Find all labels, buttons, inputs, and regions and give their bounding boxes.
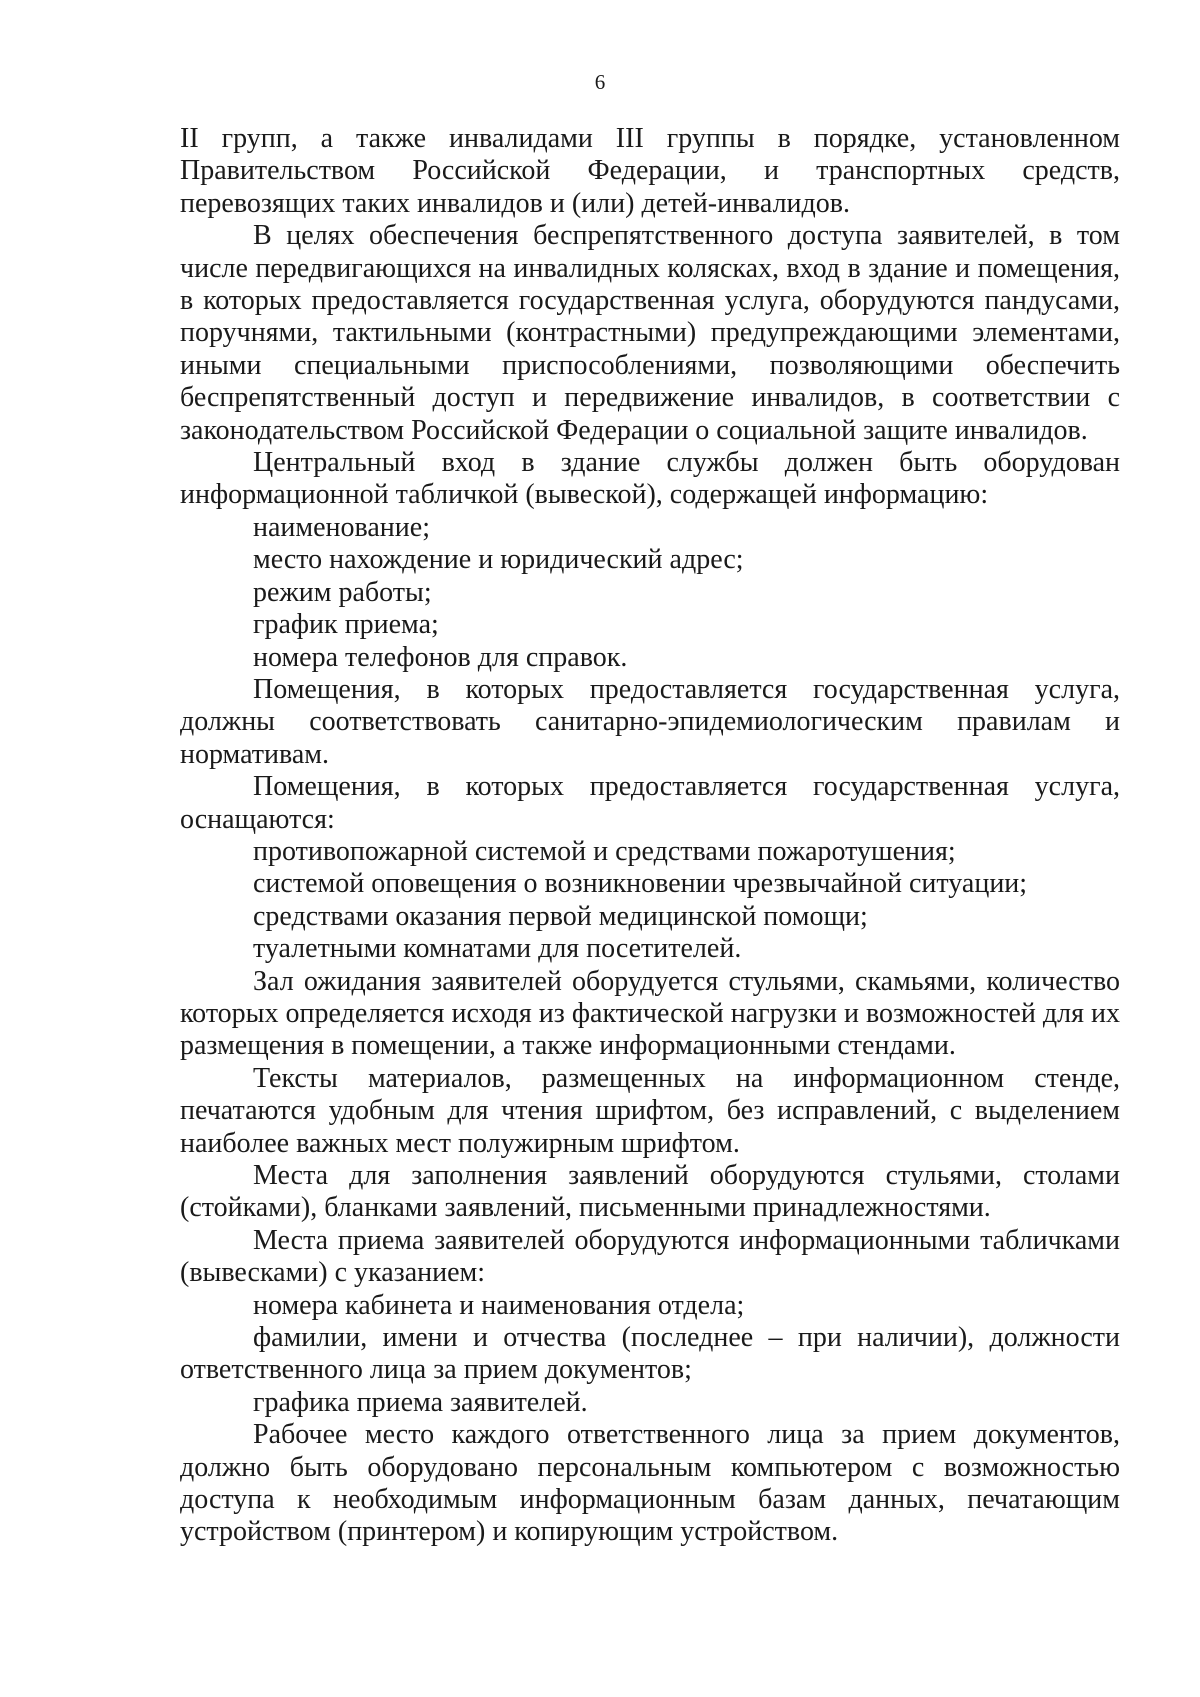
paragraph-accessibility: В целях обеспечения беспрепятственного доступа заявителей, в том числе передвигающихся на инвалидных колясках, вход в здание и помещения, в которых предоставляется государственная услуга, оборудуются пандусами, поручнями, тактильными (контрастными) предупреждающими элементами, иными специальными приспособлениями, позволяющими обеспечить беспрепятственный доступ и передвижение инвалидов, в соответствии с законодательством Российской Федерации о социальной защите инвалидов. — [180, 220, 1120, 446]
list-item-wrapped: фамилии, имени и отчества (последнее – при наличии), должности ответственного лица за прием документов; — [180, 1322, 1120, 1386]
list-item: номера телефонов для справок. — [253, 641, 628, 673]
list-item: место нахождение и юридический адрес; — [253, 544, 744, 576]
list-item: режим работы; — [253, 576, 432, 608]
list-item: системой оповещения о возникновении чрезвычайной ситуации; — [253, 868, 1028, 900]
paragraph-entrance-sign: Центральный вход в здание службы должен быть оборудован информационной табличкой (вывеской), содержащей информацию: — [180, 447, 1120, 511]
list-item: графика приема заявителей. — [253, 1386, 588, 1418]
paragraph-sanitary: Помещения, в которых предоставляется государственная услуга, должны соответствовать санитарно-эпидемиологическим правилам и нормативам. — [180, 673, 1120, 770]
list-item: номера кабинета и наименования отдела; — [253, 1289, 745, 1321]
paragraph-continuation: II групп, а также инвалидами III группы в порядке, установленном Правительством Российской Федерации, и транспортных средств, перевозящих таких инвалидов и (или) детей-инвалидов. — [180, 123, 1120, 219]
paragraph-equipment: Помещения, в которых предоставляется государственная услуга, оснащаются: — [180, 771, 1120, 835]
document-body — [180, 123, 1120, 1549]
paragraph-application-places: Места для заполнения заявлений оборудуются стульями, столами (стойками), бланками заявлений, письменными принадлежностями. — [180, 1160, 1120, 1224]
paragraph-waiting-hall: Зал ожидания заявителей оборудуется стульями, скамьями, количество которых определяется исходя из фактической нагрузки и возможностей для их размещения в помещении, а также информационными стендами. — [180, 965, 1120, 1062]
list-item: противопожарной системой и средствами пожаротушения; — [253, 835, 956, 867]
paragraph-stand-texts: Тексты материалов, размещенных на информационном стенде, печатаются удобным для чтения шрифтом, без исправлений, с выделением наиболее важных мест полужирным шрифтом. — [180, 1062, 1120, 1159]
list-item: наименование; — [253, 511, 430, 543]
paragraph-workplace: Рабочее место каждого ответственного лица за прием документов, должно быть оборудовано персональным компьютером с возможностью доступа к необходимым информационным базам данных, печатающим устройством (принтером) и копирующим устройством. — [180, 1419, 1120, 1548]
list-item: график приема; — [253, 609, 439, 641]
list-item: туалетными комнатами для посетителей. — [253, 933, 742, 965]
list-item: средствами оказания первой медицинской помощи; — [253, 900, 868, 932]
paragraph-reception-places: Места приема заявителей оборудуются информационными табличками (вывесками) с указанием: — [180, 1224, 1120, 1289]
page-number: 6 — [594, 70, 606, 94]
